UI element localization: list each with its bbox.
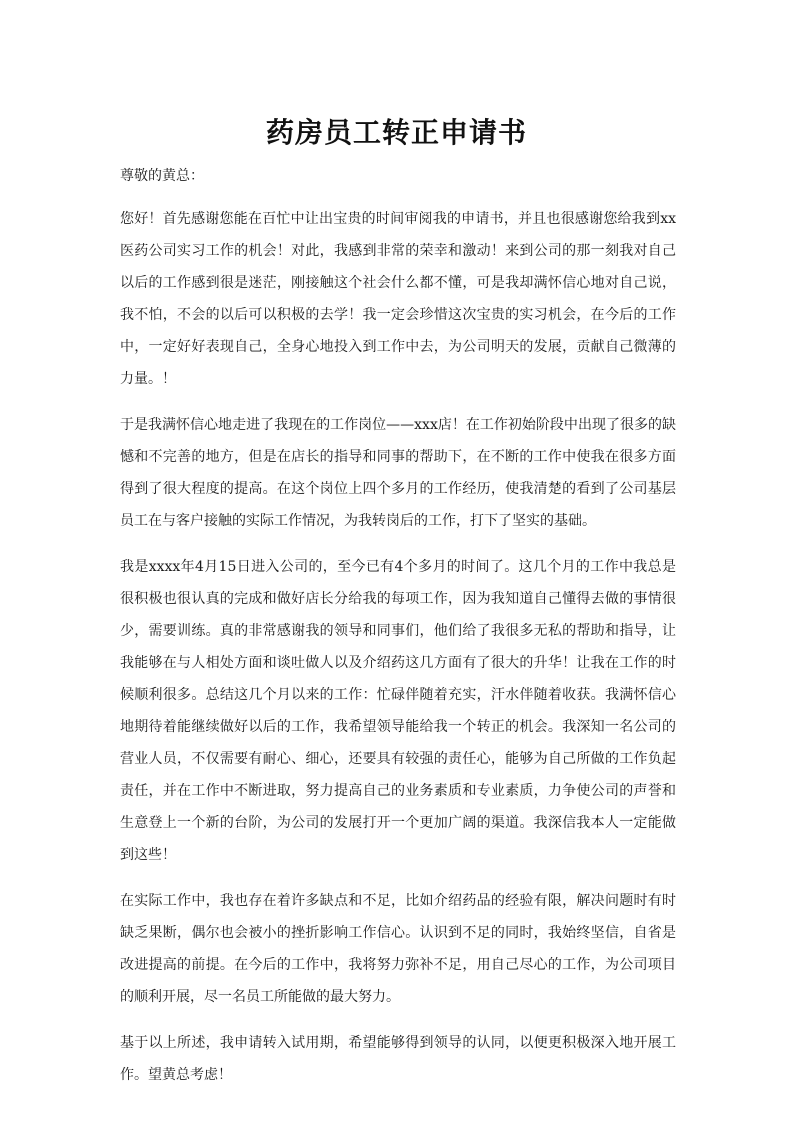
- paragraph-1: 您好！首先感谢您能在百忙中让出宝贵的时间审阅我的申请书，并且也很感谢您给我到xx医药公司实习工作的机会！对此，我感到非常的荣幸和激动！来到公司的那一刻我对自己以后的工作感到很是迷茫，刚接触这个社会什么都不懂，可是我却满怀信心地对自己说，我不怕，不会的以后可以积极的去学！我一定会珍惜这次宝贵的实习机会，在今后的工作中，一定好好表现自己，全身心地投入到工作中去，为公司明天的发展，贡献自己微薄的力量。！: [120, 211, 676, 387]
- paragraph-3: 我是xxxx年4月15日进入公司的，至今已有4个多月的时间了。这几个月的工作中我总是很积极也很认真的完成和做好店长分给我的每项工作，因为我知道自己懂得去做的事情很少，需要训练。真的非常感谢我的领导和同事们，他们给了我很多无私的帮助和指导，让我能够在与人相处方面和谈吐做人以及介绍药这几方面有了很大的升华！让我在工作的时候顺利很多。总结这几个月以来的工作：忙碌伴随着充实，汗水伴随着收获。我满怀信心地期待着能继续做好以后的工作，我希望领导能给我一个转正的机会。我深知一名公司的营业人员，不仅需要有耐心、细心，还要具有较强的责任心，能够为自己所做的工作负起责任，并在工作中不断进取，努力提高自己的业务素质和专业素质，力争使公司的声誉和生意登上一个新的台阶，为公司的发展打开一个更加广阔的渠道。我深信我本人一定能做到这些！: [120, 559, 676, 863]
- paragraph-5: 基于以上所述，我申请转入试用期，希望能够得到领导的认同，以便更积极深入地开展工作。望黄总考虑！: [120, 1035, 676, 1083]
- paragraph-4: 在实际工作中，我也存在着许多缺点和不足，比如介绍药品的经验有限，解决问题时有时缺乏果断，偶尔也会被小的挫折影响工作信心。认识到不足的同时，我始终坚信，自省是改进提高的前提。在今后的工作中，我将努力弥补不足，用自己尽心的工作，为公司项目的顺利开展，尽一名员工所能做的最大努力。: [120, 893, 676, 1005]
- paragraph-2: 于是我满怀信心地走进了我现在的工作岗位——xxx店！在工作初始阶段中出现了很多的缺憾和不完善的地方，但是在店长的指导和同事的帮助下，在不断的工作中使我在很多方面得到了很大程度的提高。在这个岗位上四个多月的工作经历，使我清楚的看到了公司基层员工在与客户接触的实际工作情况，为我转岗后的工作，打下了坚实的基础。: [120, 417, 676, 529]
- salutation: 尊敬的黄总：: [120, 168, 204, 184]
- document-body: [120, 160, 676, 1091]
- document-title: 药房员工转正申请书: [265, 115, 527, 149]
